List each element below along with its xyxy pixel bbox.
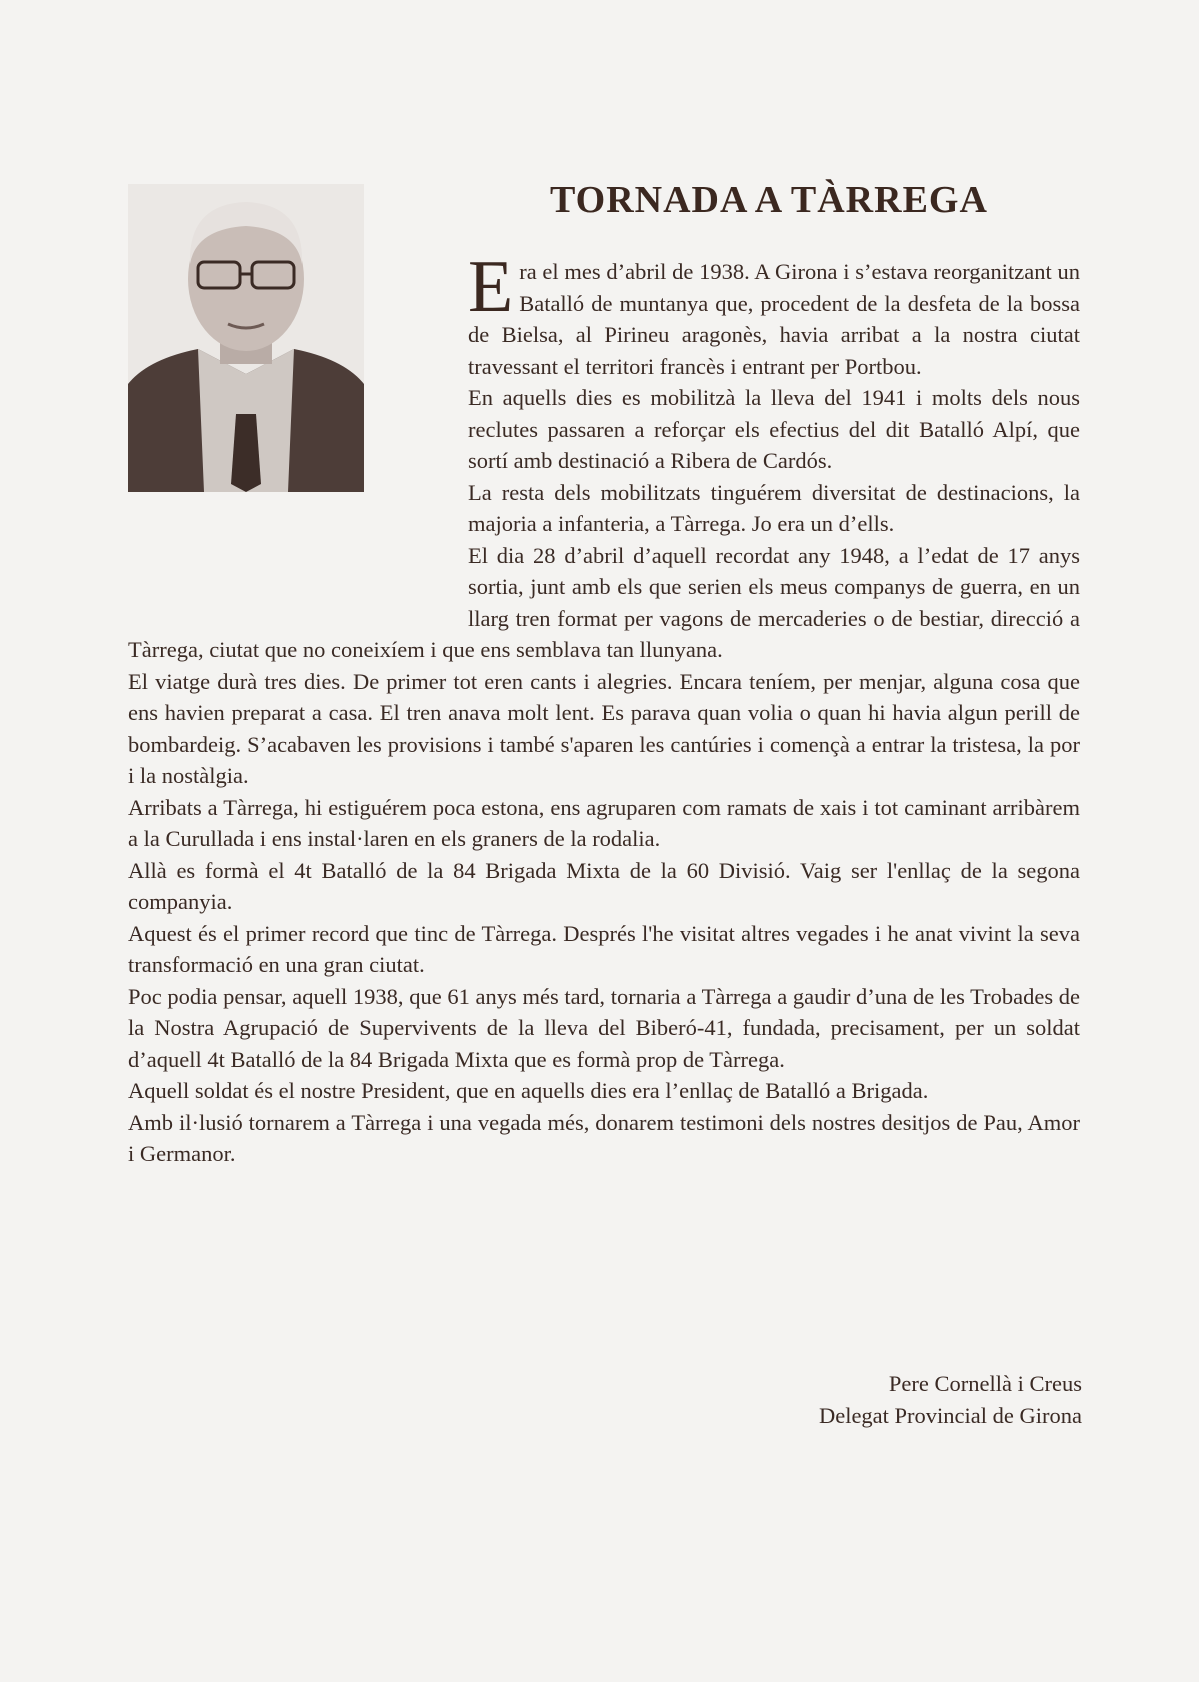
paragraph-8: Aquest és el primer record que tinc de Tàrrega. Després l'he visitat altres vegades i he anat vivint la seva transformació en una gran ciutat. <box>128 920 1080 977</box>
photo-spacer <box>128 256 468 611</box>
paragraph-5: El viatge durà tres dies. De primer tot eren cants i alegries. Encara teníem, per menjar, alguna cosa que ens havien preparat a casa. El tren anava molt lent. Es parava quan volia o quan hi havia algun perill de bombardeig. S’acabaven les provisions i també s'aparen les cantúries i començà a entrar la tristesa, la por i la nostàlgia. <box>128 668 1080 788</box>
paragraph-10: Aquell soldat és el nostre President, que en aquells dies era l’enllaç de Batalló a Brigada. <box>128 1078 929 1103</box>
signature-block <box>819 1368 1082 1431</box>
paragraph-6: Arribats a Tàrrega, hi estiguérem poca estona, ens agruparen com ramats de xais i tot caminant arribàrem a la Curullada i ens instal·laren en els graners de la rodalia. <box>128 794 1080 851</box>
drop-cap: E <box>468 246 514 328</box>
article-title: TORNADA A TÀRREGA <box>550 179 988 221</box>
article-body <box>128 246 1080 1170</box>
paragraph-11: Amb il·lusió tornarem a Tàrrega i una vegada més, donarem testimoni dels nostres desitjos de Pau, Amor i Germanor. <box>128 1109 1080 1166</box>
paragraph-4: El dia 28 d’abril d’aquell recordat any 1948, a l’edat de 17 anys sortia, junt amb els que serien els meus companys de guerra, en un llarg tren format per vagons de mercaderies o de bestiar, direcció a Tàrrega, ciutat que no coneixíem i que ens semblava tan llunyana. <box>128 542 1080 662</box>
signature-name: Pere Cornellà i Creus <box>888 1371 1082 1396</box>
paragraph-1: Era el mes d’abril de 1938. A Girona i s’estava reorganitzant un Batalló de muntanya que, procedent de la desfeta de la bossa de Bielsa, al Pirineu aragonès, havia arribat a la nostra ciutat travessant el territori francès i entrant per Portbou. <box>468 246 1080 379</box>
paragraph-7: Allà es formà el 4t Batalló de la 84 Brigada Mixta de la 60 Divisió. Vaig ser l'enllaç de la segona companyia. <box>128 857 1080 914</box>
paragraph-3: La resta dels mobilitzats tinguérem diversitat de destinacions, la majoria a infanteria, a Tàrrega. Jo era un d’ells. <box>468 479 1080 536</box>
paragraph-2: En aquells dies es mobilitzà la lleva del 1941 i molts dels nous reclutes passaren a reforçar els efectius del dit Batalló Alpí, que sortí amb destinació a Ribera de Cardós. <box>468 385 1080 473</box>
signature-role: Delegat Provincial de Girona <box>818 1402 1082 1428</box>
paragraph-9: Poc podia pensar, aquell 1938, que 61 anys més tard, tornaria a Tàrrega a gaudir d’una de les Trobades de la Nostra Agrupació de Supervivents de la lleva del Biberó-41, fundada, precisament, per un soldat d’aquell 4t Batalló de la 84 Brigada Mixta que es formà prop de Tàrrega. <box>128 983 1080 1072</box>
